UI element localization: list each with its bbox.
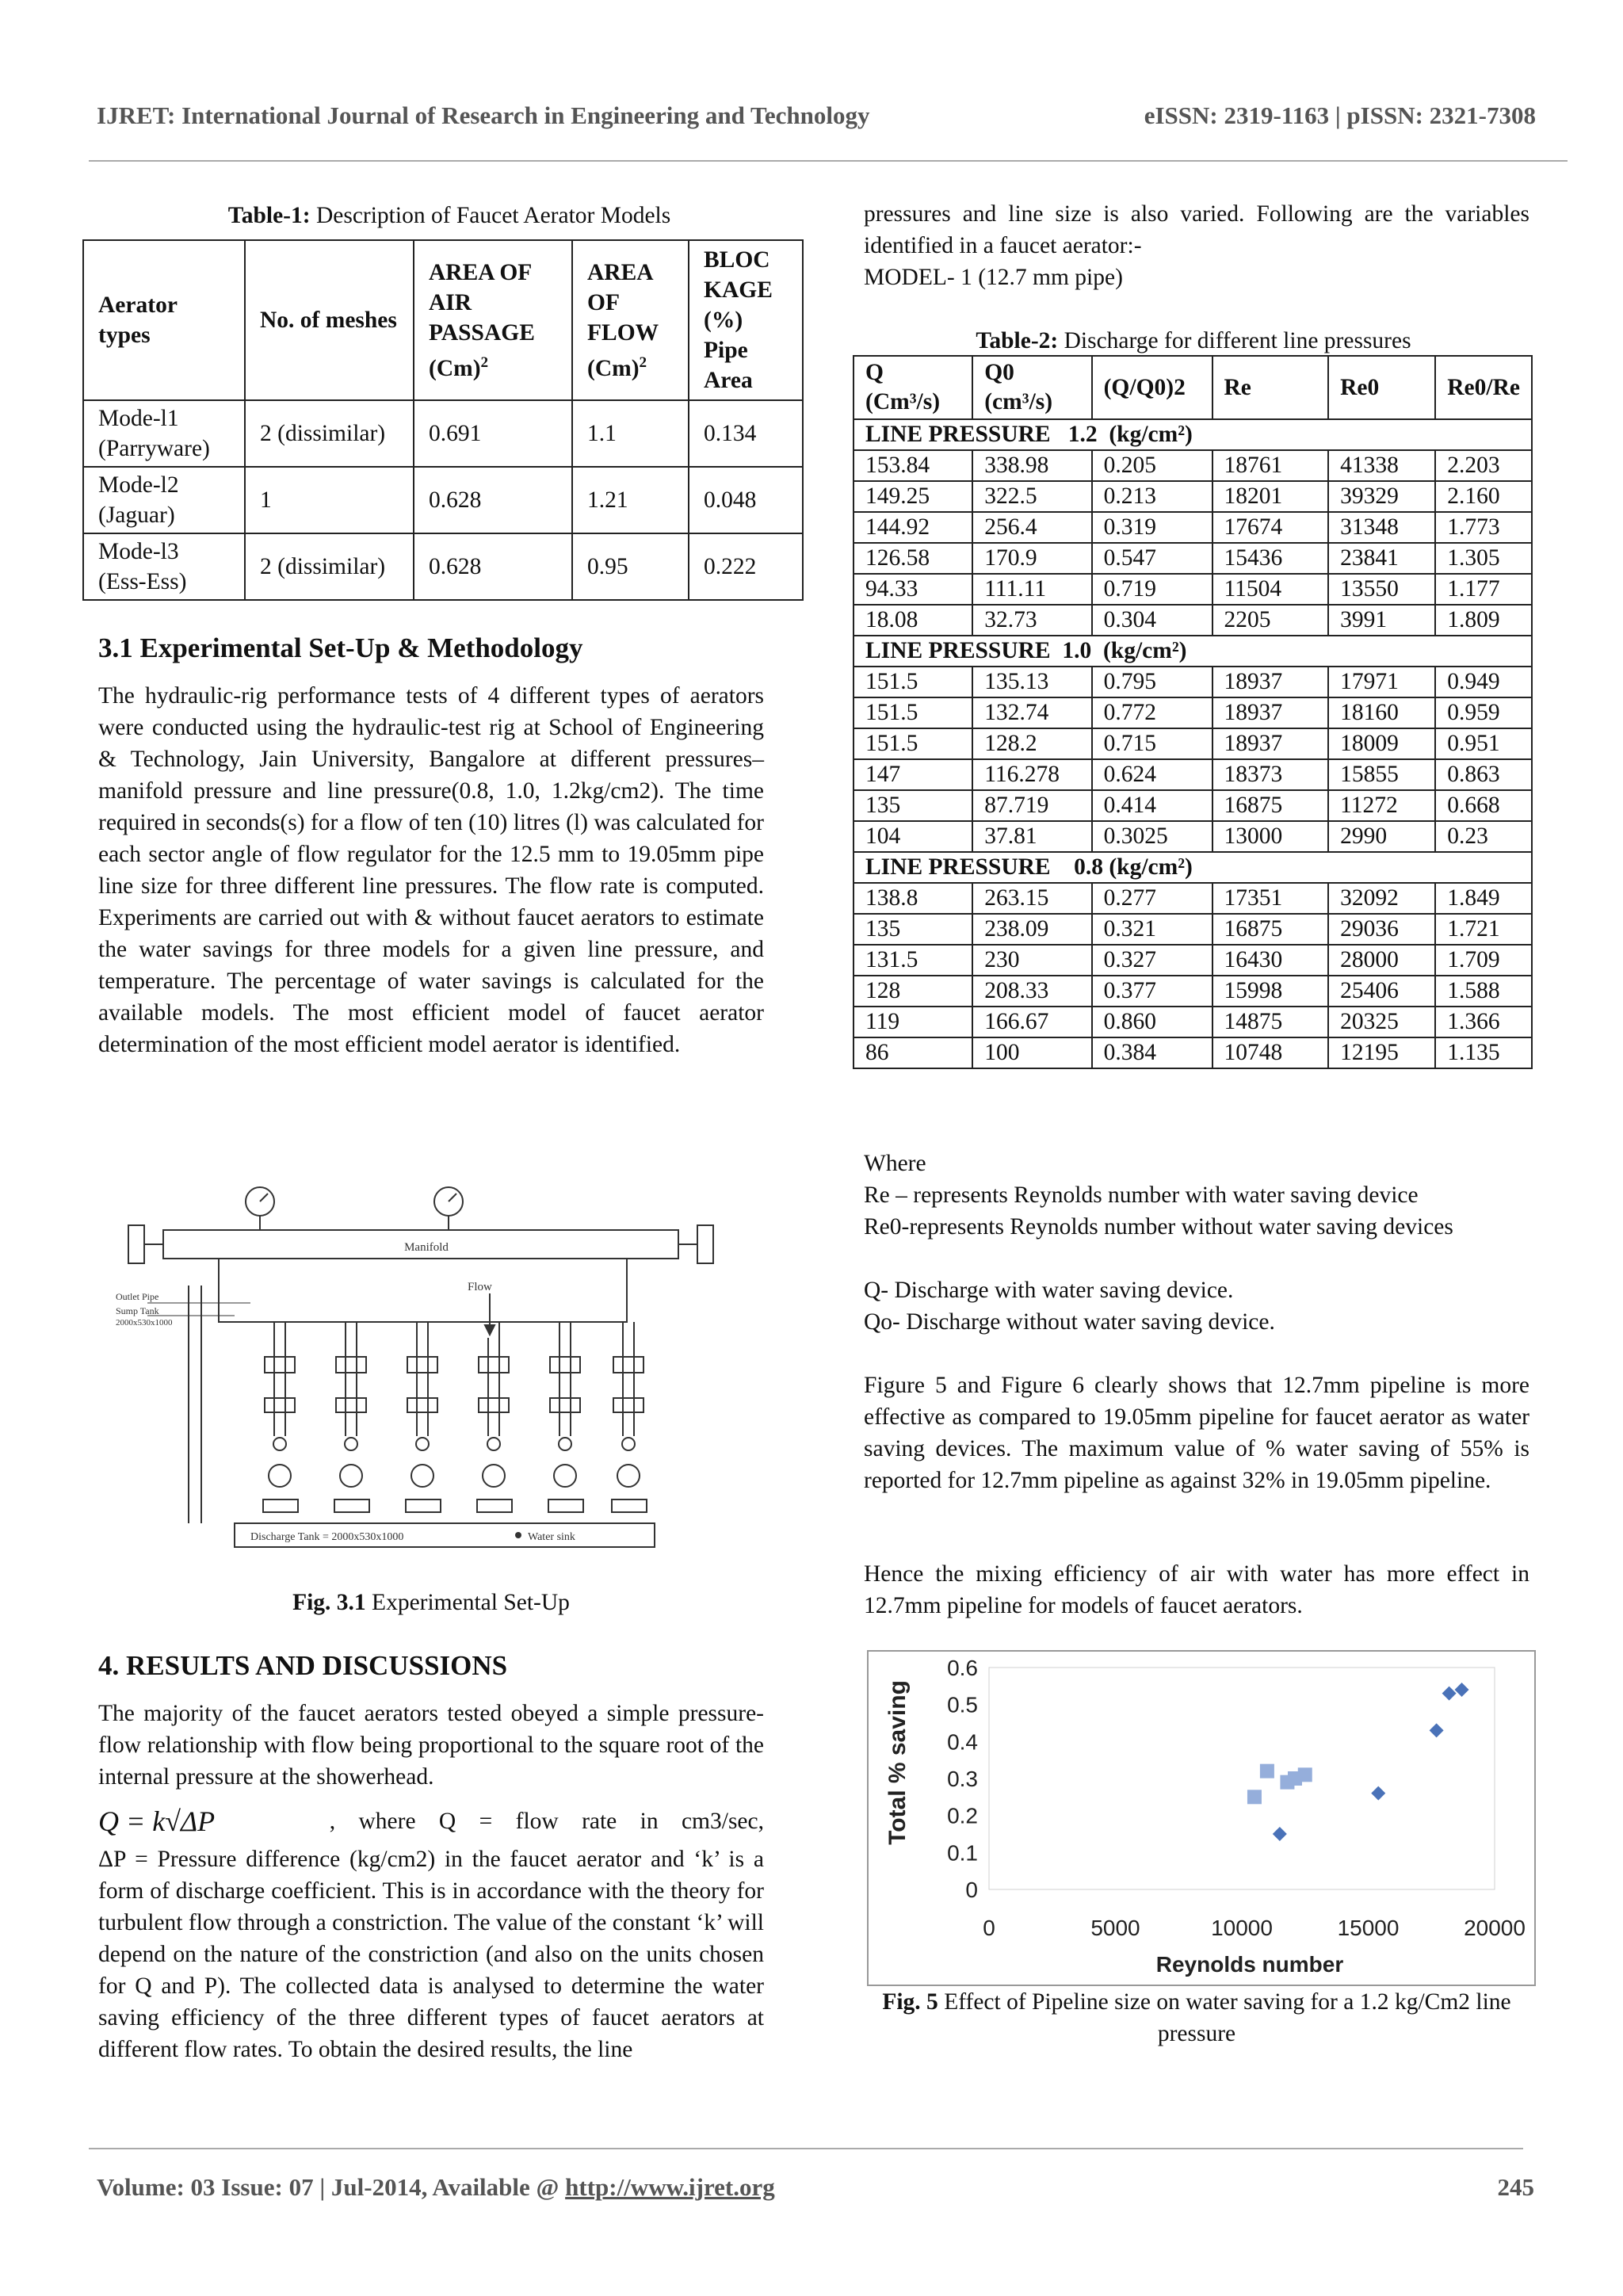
table-cell: 86 [854,1037,972,1068]
table-cell: 20325 [1328,1007,1435,1037]
table-cell: Mode-l2 (Jaguar) [83,467,245,533]
x-axis-label: Reynolds number [1155,1952,1344,1977]
table-cell: 0.715 [1092,728,1212,759]
table-cell: 0.048 [689,467,803,533]
table-cell: 10748 [1212,1037,1329,1068]
table-cell: 0.624 [1092,759,1212,790]
table-cell: 0.222 [689,533,803,600]
table-cell: 238.09 [972,914,1091,945]
table-row [854,450,1532,481]
x-tick-label: 15000 [1337,1916,1400,1940]
table-cell: 15998 [1212,976,1329,1007]
table-cell: 17971 [1328,667,1435,697]
section-3-1-body: The hydraulic-rig performance tests of 4 different types of aerators were conducted using the hydraulic-test rig at School of Engineering & Technology, Jain University, Bangalore at different pressures–manifold pressure and line pressure(0.8, 1.0, 1.2kg/cm2). The time required in seconds(s) for a flow of ten (10) litres (l) was calculated for each sector angle of flow regulator for the 12.5 mm to 19.05mm pipe line size for three different line pressures. The flow rate is computed. Experiments are carried out with & without faucet aerators to estimate the water savings for three models for a given line pressure, and temperature. The percentage of water savings is calculated for the available models. The most efficient model of faucet aerator determination of the most efficient model aerator is identified. [98,683,764,1057]
table-cell: 0.547 [1092,543,1212,574]
table-cell: 18937 [1212,697,1329,728]
table-cell: 1.177 [1435,574,1532,605]
table-cell: 29036 [1328,914,1435,945]
table2-header-cell: (Q/Q0)2 [1092,356,1212,419]
sump-tank-box [219,1259,627,1322]
table-cell: 14875 [1212,1007,1329,1037]
y-tick-label: 0.5 [947,1692,978,1717]
table2 [853,355,1533,1069]
where-line-re: Re – represents Reynolds number with water saving device [864,1182,1419,1208]
table-cell: 0.719 [1092,574,1212,605]
table-row [854,945,1532,976]
table-cell: 0.628 [414,533,572,600]
table-cell: 111.11 [972,574,1091,605]
data-point-square [1260,1764,1274,1778]
table-row [854,605,1532,636]
table-cell: 25406 [1328,976,1435,1007]
issn-info: eISSN: 2319-1163 | pISSN: 2321-7308 [1144,101,1536,129]
table-cell: 2990 [1328,821,1435,852]
table2-header-cell: Q (Cm³/s) [854,356,972,419]
table-cell: 11272 [1328,790,1435,821]
table-cell: 13550 [1328,574,1435,605]
table-cell: 28000 [1328,945,1435,976]
table-cell: 126.58 [854,543,972,574]
journal-url-link[interactable]: http://www.ijret.org [565,2173,775,2201]
manifold-label: Manifold [404,1241,449,1254]
table-cell: 116.278 [972,759,1091,790]
table-cell: 144.92 [854,512,972,543]
line-pressure-label: LINE PRESSURE 1.2 (kg/cm²) [854,419,1532,450]
section-4-equation-line [98,1805,764,1837]
table-cell: 1.709 [1435,945,1532,976]
outlet-pipe-label: Outlet Pipe [116,1291,159,1302]
water-sink-dot [515,1532,521,1538]
table-cell: 31348 [1328,512,1435,543]
flow-label: Flow [468,1281,492,1293]
table-cell: 0.384 [1092,1037,1212,1068]
table-cell: 135.13 [972,667,1091,697]
table-cell: 132.74 [972,697,1091,728]
fig5-caption: Fig. 5 Effect of Pipeline size on water saving for a 1.2 kg/Cm2 line pressure [882,1989,1511,2046]
table-cell: 1.135 [1435,1037,1532,1068]
table1-caption: Table-1: Description of Faucet Aerator Models [227,203,671,228]
table-cell: 18937 [1212,667,1329,697]
table-cell: 151.5 [854,728,972,759]
branch-3 [406,1322,441,1512]
table-cell: 166.67 [972,1007,1091,1037]
table-cell: Mode-l1 (Parryware) [83,400,245,467]
table-cell: 0.772 [1092,697,1212,728]
table-cell: 94.33 [854,574,972,605]
where-line-re0: Re0-represents Reynolds number without water saving devices [864,1214,1453,1240]
table-cell: 2.160 [1435,481,1532,512]
flow-equation: Q = k√ΔP [98,1805,216,1837]
table-cell: 13000 [1212,821,1329,852]
table-cell: 1.588 [1435,976,1532,1007]
table-cell: 256.4 [972,512,1091,543]
table-row [854,667,1532,697]
table-cell: 23841 [1328,543,1435,574]
table-cell: 230 [972,945,1091,976]
table-cell: 18937 [1212,728,1329,759]
table-cell: 18160 [1328,697,1435,728]
table-cell: 131.5 [854,945,972,976]
table-cell: 32.73 [972,605,1091,636]
table1-header-cell: BLOC KAGE (%) Pipe Area [689,240,803,400]
table-cell: 2 (dissimilar) [245,533,414,600]
table-cell: 2.203 [1435,450,1532,481]
table2-group-row [854,852,1532,883]
where-line-qo: Qo- Discharge without water saving device. [864,1309,1275,1335]
table-cell: 1.849 [1435,883,1532,914]
table-cell: 0.95 [572,533,689,600]
table-cell: 151.5 [854,667,972,697]
table-row [83,533,803,600]
table-cell: 87.719 [972,790,1091,821]
y-tick-label: 0.3 [947,1767,978,1791]
table1-header-cell: AREA OF AIR PASSAGE $(Cm)^2$ [414,240,572,400]
table-cell: 263.15 [972,883,1091,914]
table-cell: 18373 [1212,759,1329,790]
table2-header-cell: Q0 (cm³/s) [972,356,1091,419]
table-cell: 0.321 [1092,914,1212,945]
table-cell: 322.5 [972,481,1091,512]
table-cell: 2205 [1212,605,1329,636]
where-title: Where [864,1151,926,1176]
table-cell: 18.08 [854,605,972,636]
journal-title: IJRET: International Journal of Research in Engineering and Technology [97,101,870,129]
data-point-diamond [1430,1723,1444,1737]
table-cell: 135 [854,914,972,945]
table-cell: 1.366 [1435,1007,1532,1037]
x-tick-label: 5000 [1090,1916,1140,1940]
table-cell: 2 (dissimilar) [245,400,414,467]
right-para-2: Hence the mixing efficiency of air with water has more effect in 12.7mm pipeline for models of faucet aerators. [864,1561,1529,1618]
table-cell: 138.8 [854,883,972,914]
table-cell: 16875 [1212,790,1329,821]
setup-diagram [116,1175,742,1555]
table-cell: 0.277 [1092,883,1212,914]
table-cell: 1.809 [1435,605,1532,636]
y-axis-label: Total % saving [884,1680,911,1845]
table-cell: 338.98 [972,450,1091,481]
table-cell: 128.2 [972,728,1091,759]
y-tick-label: 0.1 [947,1840,978,1866]
line-pressure-label: LINE PRESSURE 1.0 (kg/cm²) [854,636,1532,667]
table-row [854,512,1532,543]
table-cell: 1.305 [1435,543,1532,574]
table-cell: 0.319 [1092,512,1212,543]
table-cell: 18761 [1212,450,1329,481]
table1-header-cell: AREA OF FLOW $(Cm)^2$ [572,240,689,400]
table2-header-cell: Re [1212,356,1329,419]
section-4-title: 4. RESULTS AND DISCUSSIONS [98,1650,508,1681]
table-row [854,574,1532,605]
table-cell: 0.3025 [1092,821,1212,852]
table2-group-row [854,636,1532,667]
table-cell: 0.795 [1092,667,1212,697]
data-point-diamond [1442,1687,1457,1701]
table-cell: 100 [972,1037,1091,1068]
table-cell: 170.9 [972,543,1091,574]
table-cell: 1.1 [572,400,689,467]
table-row [854,821,1532,852]
right-intro-p1: pressures and line size is also varied. Following are the variables identified in a faucet aerator:- [864,201,1529,258]
table-row [854,976,1532,1007]
table-cell: 0.951 [1435,728,1532,759]
table-cell: Mode-l3 (Ess-Ess) [83,533,245,600]
model-1-label: MODEL- 1 (12.7 mm pipe) [864,265,1123,290]
table-cell: 0.691 [414,400,572,467]
table1-header-cell: Aerator types [83,240,245,400]
table-cell: 15855 [1328,759,1435,790]
table-row [854,1007,1532,1037]
table-row [854,790,1532,821]
footer-rule [89,2148,1523,2149]
table-cell: 0.23 [1435,821,1532,852]
table1-header-row [83,240,803,400]
table-cell: 0.863 [1435,759,1532,790]
table-cell: 3991 [1328,605,1435,636]
table-cell: 128 [854,976,972,1007]
table1-header-cell: No. of meshes [245,240,414,400]
table-cell: 208.33 [972,976,1091,1007]
branch-6 [612,1322,647,1512]
table-cell: 0.327 [1092,945,1212,976]
table-cell: 0.304 [1092,605,1212,636]
header-rule [89,160,1568,162]
data-point-diamond [1273,1827,1287,1841]
table-row [854,543,1532,574]
table2-caption: Table-2: Discharge for different line pressures [976,328,1411,353]
table-cell: 151.5 [854,697,972,728]
table-cell: 147 [854,759,972,790]
table-cell: 0.205 [1092,450,1212,481]
table-row [83,400,803,467]
equation-definition: , where Q = flow rate in cm3/sec, [329,1809,764,1834]
section-4-p1: The majority of the faucet aerators tested obeyed a simple pressure-flow relationship with flow being proportional to the square root of the internal pressure at the showerhead. [98,1701,764,1790]
sump-tank-label: Sump Tank [116,1305,159,1316]
fig5-chart-frame [867,1650,1536,1986]
y-tick-label: 0.4 [947,1729,978,1755]
table-cell: 1 [245,467,414,533]
table-cell: 0.213 [1092,481,1212,512]
table-cell: 11504 [1212,574,1329,605]
table-cell: 12195 [1328,1037,1435,1068]
table-cell: 1.773 [1435,512,1532,543]
branch-1 [263,1322,298,1512]
fig31-caption: Fig. 3.1 Experimental Set-Up [292,1590,570,1615]
table2-header-cell: Re0/Re [1435,356,1532,419]
branch-4 [477,1322,512,1512]
sump-tank-dim: 2000x530x1000 [116,1318,173,1328]
table-cell: 153.84 [854,450,972,481]
table-cell: 18201 [1212,481,1329,512]
table-cell: 32092 [1328,883,1435,914]
table-cell: 0.959 [1435,697,1532,728]
data-point-square [1247,1790,1262,1804]
table-row [854,914,1532,945]
table-row [854,1037,1532,1068]
table-row [854,697,1532,728]
table-cell: 0.860 [1092,1007,1212,1037]
footer-volume: Volume: 03 Issue: 07 | Jul-2014, Available @ http://www.ijret.org [97,2173,775,2201]
section-3-1-title: 3.1 Experimental Set-Up & Methodology [98,632,583,663]
table-cell: 41338 [1328,450,1435,481]
scatter-chart [869,1652,1534,1985]
section-4-p2: ΔP = Pressure difference (kg/cm2) in the faucet aerator and ‘k’ is a form of discharge coefficient. This is in accordance with the theory for turbulent flow through a constriction. The value of the constant ‘k’ will depend on the nature of the constriction (and also on the units chosen for Q and P). The collected data is analysed to determine the water saving efficiency of the three different types of faucet aerators at different flow rates. To obtain the desired results, the line [98,1847,764,2062]
table2-header-cell: Re0 [1328,356,1435,419]
table-cell: 0.134 [689,400,803,467]
branch-2 [334,1322,369,1512]
y-tick-label: 0 [965,1878,978,1902]
branch-5 [548,1322,583,1512]
table-cell: 0.628 [414,467,572,533]
table-cell: 149.25 [854,481,972,512]
table2-group-row [854,419,1532,450]
table-cell: 18009 [1328,728,1435,759]
table-cell: 119 [854,1007,972,1037]
plot-area [989,1668,1495,1889]
table-cell: 0.668 [1435,790,1532,821]
table-cell: 104 [854,821,972,852]
table-cell: 0.414 [1092,790,1212,821]
where-line-q: Q- Discharge with water saving device. [864,1278,1234,1303]
y-tick-label: 0.6 [947,1656,978,1680]
table-cell: 39329 [1328,481,1435,512]
table-cell: 0.949 [1435,667,1532,697]
table-row [854,481,1532,512]
table-cell: 1.721 [1435,914,1532,945]
data-point-diamond [1455,1683,1469,1697]
table-row [854,883,1532,914]
table-cell: 17351 [1212,883,1329,914]
table-cell: 16430 [1212,945,1329,976]
discharge-tank-label: Discharge Tank = 2000x530x1000 [250,1531,404,1543]
table2-header-row [854,356,1532,419]
table-cell: 135 [854,790,972,821]
x-tick-label: 0 [983,1916,995,1940]
right-para-1: Figure 5 and Figure 6 clearly shows that 12.7mm pipeline is more effective as compared to 19.05mm pipeline for faucet aerator as water saving devices. The maximum value of % water saving of 55% is reported for 12.7mm pipeline as against 32% in 19.05mm pipeline. [864,1373,1529,1493]
table-row [83,467,803,533]
table-row [854,759,1532,790]
table-row [854,728,1532,759]
page-number: 245 [1497,2173,1534,2201]
line-pressure-label: LINE PRESSURE 0.8 (kg/cm²) [854,852,1532,883]
x-tick-label: 10000 [1211,1916,1273,1940]
x-tick-label: 20000 [1464,1916,1526,1940]
experimental-setup-figure [116,1175,742,1555]
table-cell: 15436 [1212,543,1329,574]
table-cell: 37.81 [972,821,1091,852]
table-cell: 16875 [1212,914,1329,945]
water-sink-label: Water sink [528,1531,575,1543]
table-cell: 1.21 [572,467,689,533]
y-tick-label: 0.2 [947,1803,978,1828]
table1 [82,239,804,601]
data-point-diamond [1371,1786,1385,1801]
table-cell: 0.377 [1092,976,1212,1007]
table-cell: 17674 [1212,512,1329,543]
data-point-square [1298,1767,1312,1782]
